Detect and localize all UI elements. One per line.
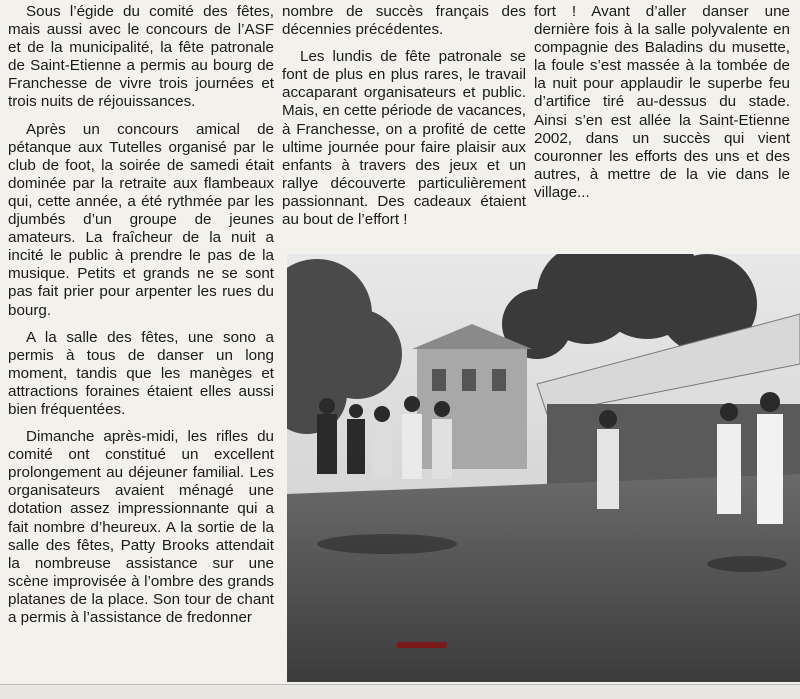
article-column-3 bbox=[534, 3, 790, 211]
paragraph: Après un concours amical de pétanque aux Tutelles organisé par le club de foot, la soirée de samedi était dominée par la retraite aux flambeaux qui, cette année, a été rythmée par les djumbés d’un groupe de jeunes amateurs. La fraîcheur de la nuit a incité le public à prendre le pas de la musique. Petits et grands ne se sont pas fait prier pour arpenter les rues du bourg. bbox=[8, 120, 274, 319]
news-photo bbox=[287, 254, 800, 682]
paragraph: Dimanche après-midi, les rifles du comité ont constitué un excellent prolongement au déjeuner familial. Les organisateurs avaient ménagé une dotation assez impressionnante qui a fait nombre d’heureux. A la sortie de la salle des fêtes, Patty Brooks attendait la nombreuse assistance sur une scène improvisée à l’ombre des grands platanes de la place. Son tour de chant a permis à l’assistance de fredonner bbox=[8, 428, 274, 626]
page-edge bbox=[0, 684, 800, 699]
photo-illustration bbox=[287, 254, 800, 682]
paragraph-continuation: nombre de succès français des décennies précédentes. bbox=[282, 3, 526, 39]
litter bbox=[397, 642, 447, 648]
paragraph: Les lundis de fête patronale se font de plus en plus rares, le travail accaparant organisateurs et public. Mais, en cette période de vacances, à Franchesse, on a profité de cette ultime journée pour faire plaisir aux enfants à travers des jeux et un rallye découverte particulièrement passionnant. Des cadeaux étaient au bout de l’effort ! bbox=[282, 48, 526, 229]
article-column-1 bbox=[8, 3, 274, 636]
paragraph: A la salle des fêtes, une sono a permis à tous de danser un long moment, tandis que les manèges et attractions foraines étaient elles aussi bien fréquentées. bbox=[8, 328, 274, 418]
paragraph-continuation: fort ! Avant d’aller danser une dernière fois à la salle polyvalente en compagnie des Baladins du musette, la foule s’est massée à la tombée de la nuit pour applaudir le superbe feu d’artifice tiré au-dessus du stade. Ainsi s’en est allée la Saint-Etienne 2002, dans un succès qui vient couronner les efforts des uns et des autres, à mettre de la vie dans le village... bbox=[534, 3, 790, 201]
paragraph: Sous l’égide du comité des fêtes, mais aussi avec le concours de l’ASF et de la municipalité, la fête patronale de Saint-Etienne a permis au bourg de Franchesse de vivre trois journées et trois nuits de réjouissances. bbox=[8, 3, 274, 111]
article-column-2 bbox=[282, 3, 526, 238]
